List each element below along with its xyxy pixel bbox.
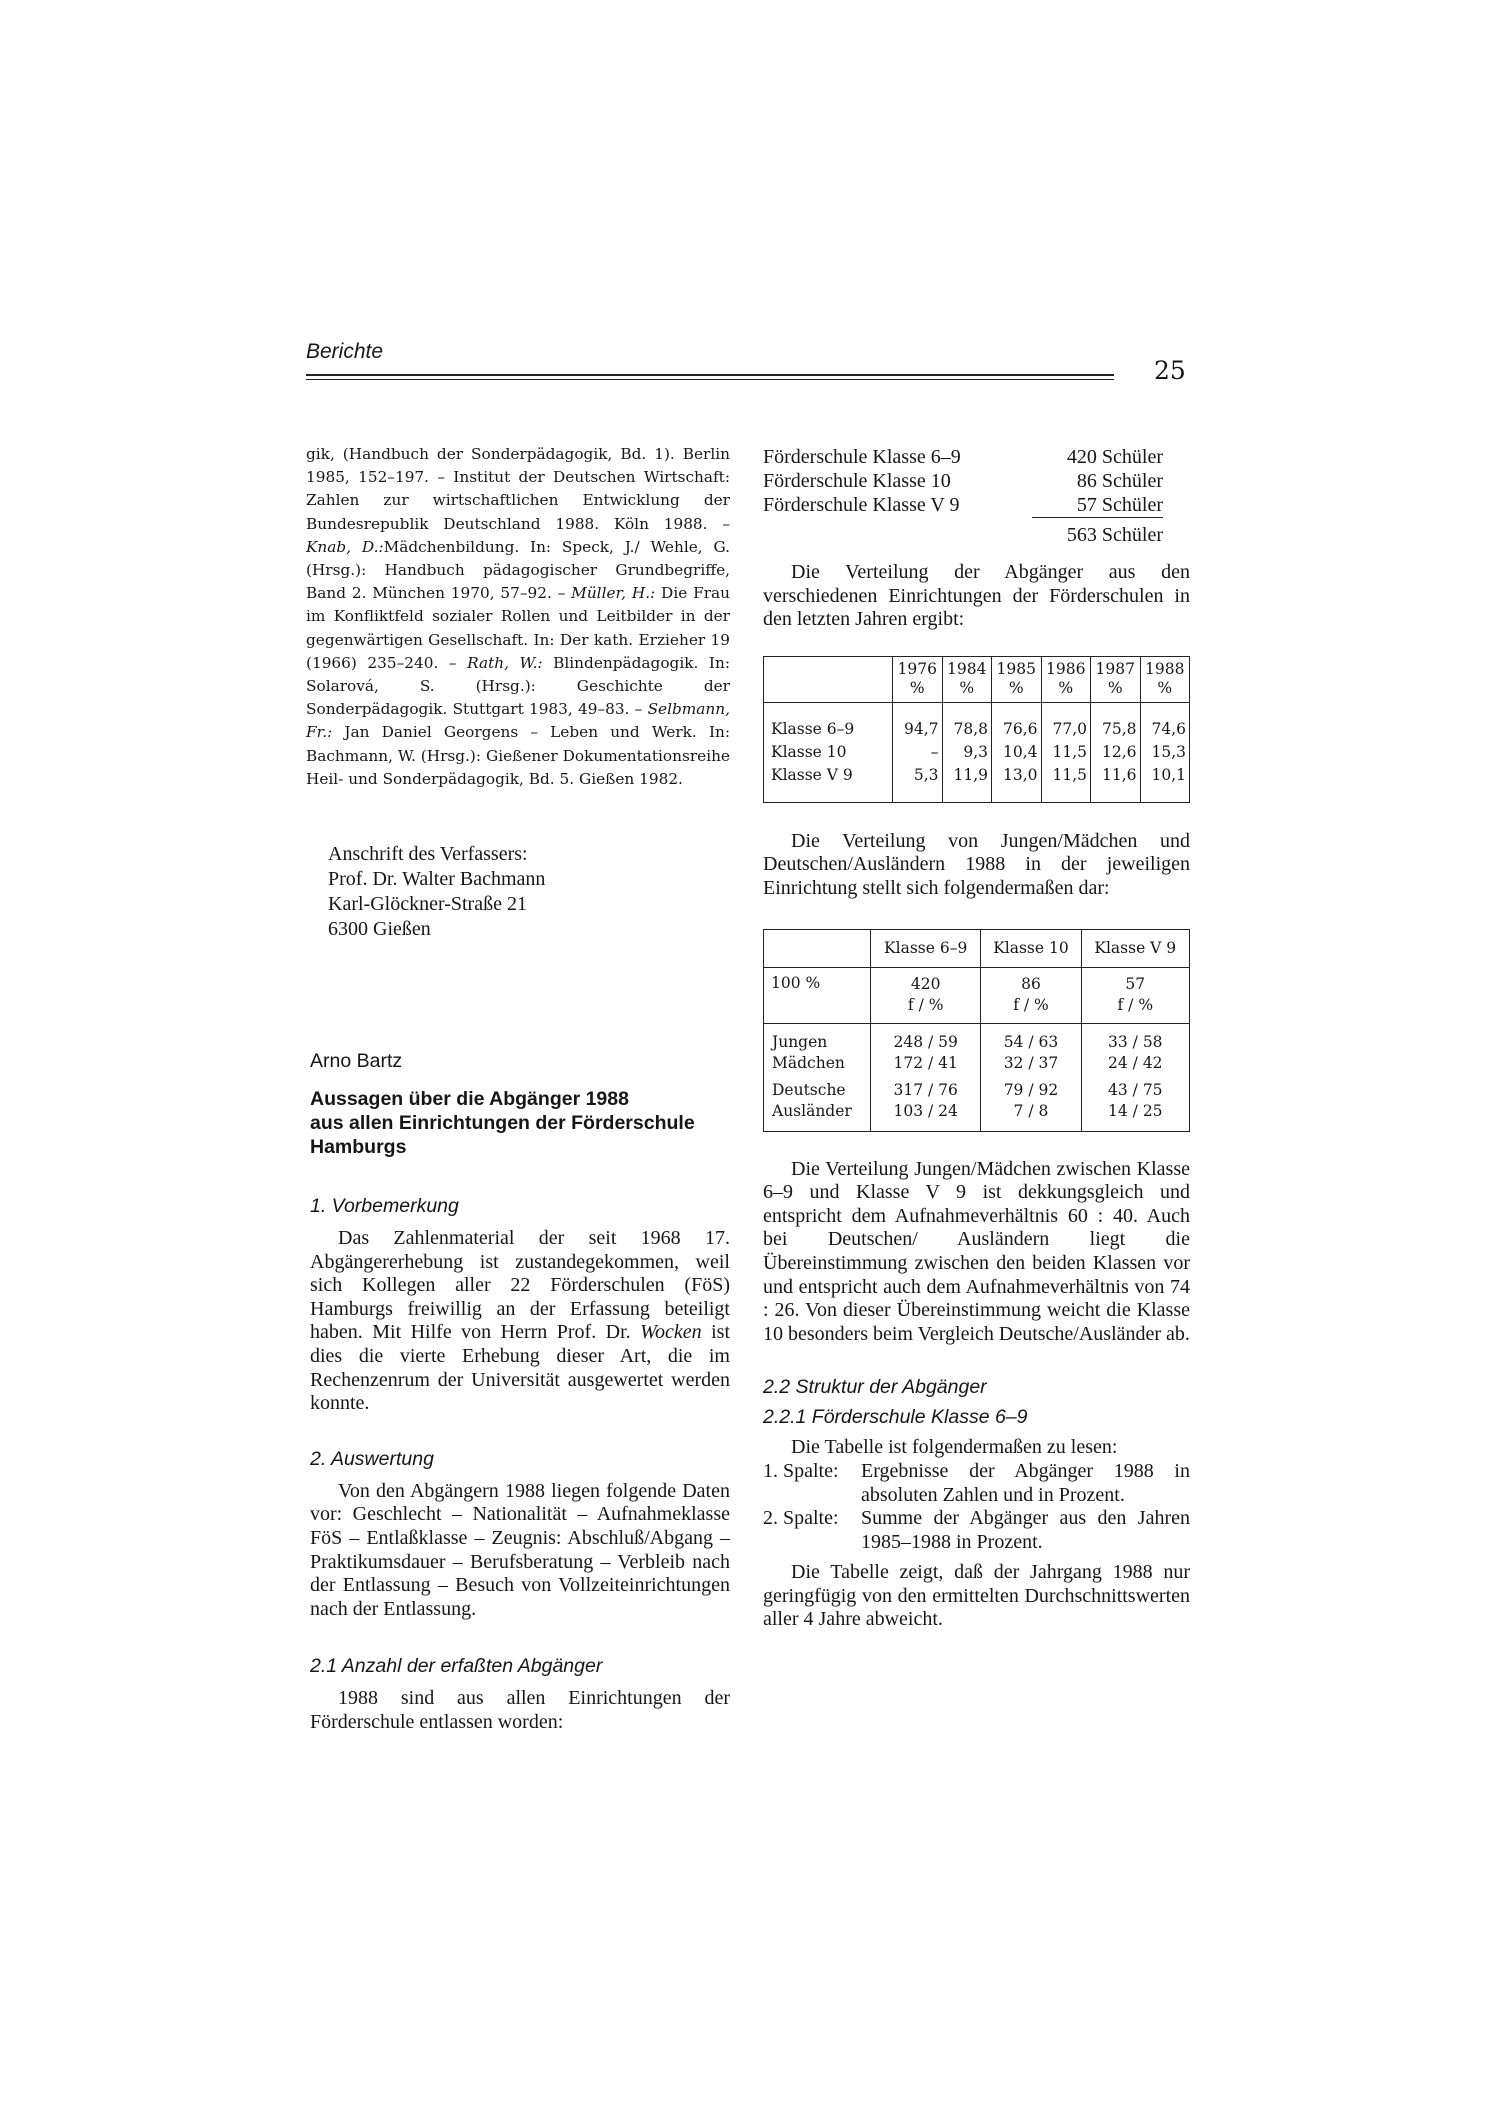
table-conclusion: Die Tabelle zeigt, daß der Jahrgang 1988 nur geringfügig von den ermittelten Durchschnittswerten aller 4 Jahre abweicht. (763, 1561, 1190, 1631)
distribution-paragraph-3: Die Verteilung Jungen/Mädchen zwischen Klasse 6–9 und Klasse V 9 ist dekkungsgleich und entspricht dem Aufnahmeverhältnis 60 : 40. Auch bei Deutschen/ Ausländern liegt die Übereinstimmung zwischen den beiden Klassen vor und entspricht auch dem Aufnahmeverhältnis von 74 : 26. Von dieser Übereinstimmung weicht die Klasse 10 besonders beim Vergleich Deutsche/Ausländer ab. (763, 1157, 1190, 1345)
count-row: Förderschule Klasse V 9 57 Schüler (763, 494, 1163, 517)
header-rule (306, 374, 1114, 376)
article-title: Aussagen über die Abgänger 1988 aus allen Einrichtungen der Förderschule Hamburgs (310, 1088, 695, 1158)
author-address: Anschrift des Verfassers: Prof. Dr. Walter Bachmann Karl-Glöckner-Straße 21 6300 Gießen (328, 843, 546, 940)
distribution-paragraph-2: Die Verteilung von Jungen/Mädchen und Deutschen/Ausländern 1988 in der jeweiligen Einrichtung stellt sich folgendermaßen dar: (763, 829, 1190, 899)
page-number: 25 (1154, 356, 1186, 385)
header-rule-thin (306, 379, 1114, 380)
table-reading-intro: Die Tabelle ist folgendermaßen zu lesen: (791, 1436, 1118, 1459)
count-row: Förderschule Klasse 10 86 Schüler (763, 470, 1163, 492)
list-item: 2. Spalte: Summe der Abgänger aus den Jahren 1985–1988 in Prozent. (763, 1507, 1190, 1553)
section-2-2-heading: 2.2 Struktur der Abgänger (763, 1376, 987, 1399)
article-right-column (763, 445, 1190, 1632)
references: gik, (Handbuch der Sonderpädagogik, Bd. 1). Berlin 1985, 152–197. – Institut der Deutschen Wirtschaft: Zahlen zur wirtschaftlichen Entwicklung der Bundesrepublik Deutschland 1988. Köln 1988. – Knab, D.:Mädchenbildung. In: Speck, J./ Wehle, G. (Hrsg.): Handbuch pädagogischer Grundbegriffe, Band 2. München 1970, 57–92. – Müller, H.: Die Frau im Konfliktfeld sozialer Rollen und Leitbilder in der gegenwärtigen Gesellschaft. In: Der kath. Erzieher 19 (1966) 235–240. – Rath, W.: Blindenpädagogik. In: Solarová, S. (Hrsg.): Geschichte der Sonderpädagogik. Stuttgart 1983, 49–83. – Selbmann, Fr.: Jan Daniel Georgens – Leben und Werk. In: Bachmann, W. (Hrsg.): Gießener Dokumentationsreihe Heil- und Sonderpädagogik, Bd. 5. Gießen 1982. (306, 445, 730, 788)
article-left-column (310, 1050, 730, 1735)
section-2-paragraph: Von den Abgängern 1988 liegen folgende Daten vor: Geschlecht – Nationalität – Aufnahmeklasse FöS – Entlaßklasse – Zeugnis: Abschluß/Abgang – Praktikumsdauer – Berufsberatung – Verbleib nach der Entlassung – Besuch von Vollzeiteinrichtungen nach der Entlassung. (310, 1479, 730, 1620)
distribution-table-years: 1976 % 1984 % 1985 % 1986 % 1987 % 1988 % Klasse 6–9 Klasse 10 Klasse V 9 94,7 – 5,3 78,8 9,3 11,9 76,6 10,4 13,0 77,0 11,5 11,5 75,8 12,6 11,6 74,6 15,3 10,1 (763, 656, 1190, 803)
section-1-paragraph: Das Zahlenmaterial der seit 1968 17. Abgängererhebung ist zustandegekommen, weil sich Kollegen aller 22 Förderschulen (FöS) Hamburgs freiwillig an der Erfassung beteiligt haben. Mit Hilfe von Herrn Prof. Dr. Wocken ist dies die vierte Erhebung dieser Art, die im Rechenzenrum der Universität ausgewertet werden konnte. (310, 1227, 730, 1415)
count-total-row (763, 518, 1163, 548)
section-2-1-paragraph: 1988 sind aus allen Einrichtungen der Förderschule entlassen worden: (310, 1687, 730, 1733)
running-title: Berichte (306, 340, 384, 363)
count-row: Förderschule Klasse 6–9 420 Schüler (763, 446, 1163, 468)
distribution-paragraph-1: Die Verteilung der Abgänger aus den verschiedenen Einrichtungen der Förderschulen in den letzten Jahren ergibt: (763, 561, 1190, 631)
section-2-heading: 2. Auswertung (310, 1447, 434, 1470)
list-item: 1. Spalte: Ergebnisse der Abgänger 1988 in absoluten Zahlen und in Prozent. (763, 1459, 1190, 1506)
section-2-2-1-heading: 2.2.1 Förderschule Klasse 6–9 (763, 1406, 1028, 1429)
section-1-heading: 1. Vorbemerkung (310, 1195, 459, 1217)
distribution-table-gender-nationality: Klasse 6–9 Klasse 10 Klasse V 9 100 % 420 f / % 86 f / % 57 f / % Jungen Mädchen Deutsche Ausländer 248 / 59 172 / 41 317 / 76 103 / 24 54 / 63 32 / 37 79 / 92 7 / 8 33 / 58 24 / 42 43 / 75 14 / 25 (763, 929, 1190, 1132)
enrollment-counts (763, 445, 1163, 547)
count-total: 563 Schüler (1066, 524, 1163, 546)
section-2-1-heading: 2.1 Anzahl der erfaßten Abgänger (310, 1655, 603, 1678)
article-author: Arno Bartz (310, 1050, 403, 1072)
